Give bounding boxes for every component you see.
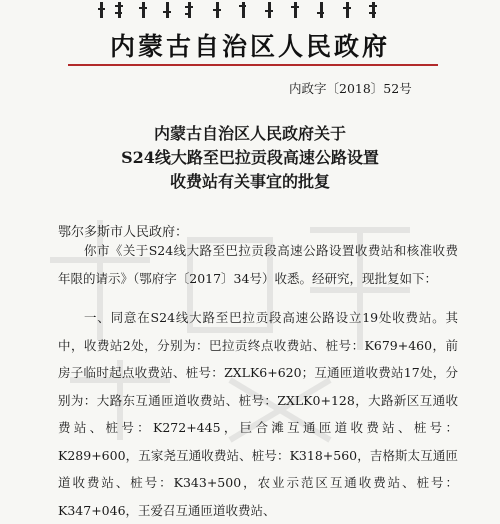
title-line-1: 内蒙古自治区人民政府关于 xyxy=(153,124,346,143)
mongolian-script-header xyxy=(96,0,396,20)
header-divider xyxy=(68,64,438,66)
title-line-3: 收费站有关事宜的批复 xyxy=(169,172,330,191)
body-paragraph-1: 你市《关于S24线大路至巴拉贡段高速公路设置收费站和核准收费年限的请示》（鄂府字〔2017〕34号）收悉。经研究，现批复如下： xyxy=(58,243,458,286)
issuing-organization: 内蒙古自治区人民政府 xyxy=(109,32,390,61)
body-paragraph-2: 一、同意在S24线大路至巴拉贡段高速公路设立19处收费站。其中，收费站2处，分别为：巴拉贡终点收费站、桩号：K679+460，前房子临时起点收费站、桩号：ZXLK6+620；互通匝道收费站17处，分别为：大路东互通匝道收费站、桩号：ZXLK0+128，大路新区互通收费站、桩号：K272+445，巨合滩互通匝道收费站、桩号：K289+600，五家尧互通收费站、桩号：K318+560，吉格斯太互通匝道收费站、桩号：K343+500，农业示范区互通收费站、桩号：K347+046，王爱召互通匝道收费站、 xyxy=(58,310,458,518)
recipient: 鄂尔多斯市人民政府： xyxy=(58,225,189,240)
document-number: 内政字〔2018〕52号 xyxy=(289,81,412,96)
document-title xyxy=(0,122,500,194)
title-line-2: S24线大路至巴拉贡段高速公路设置 xyxy=(121,148,379,167)
